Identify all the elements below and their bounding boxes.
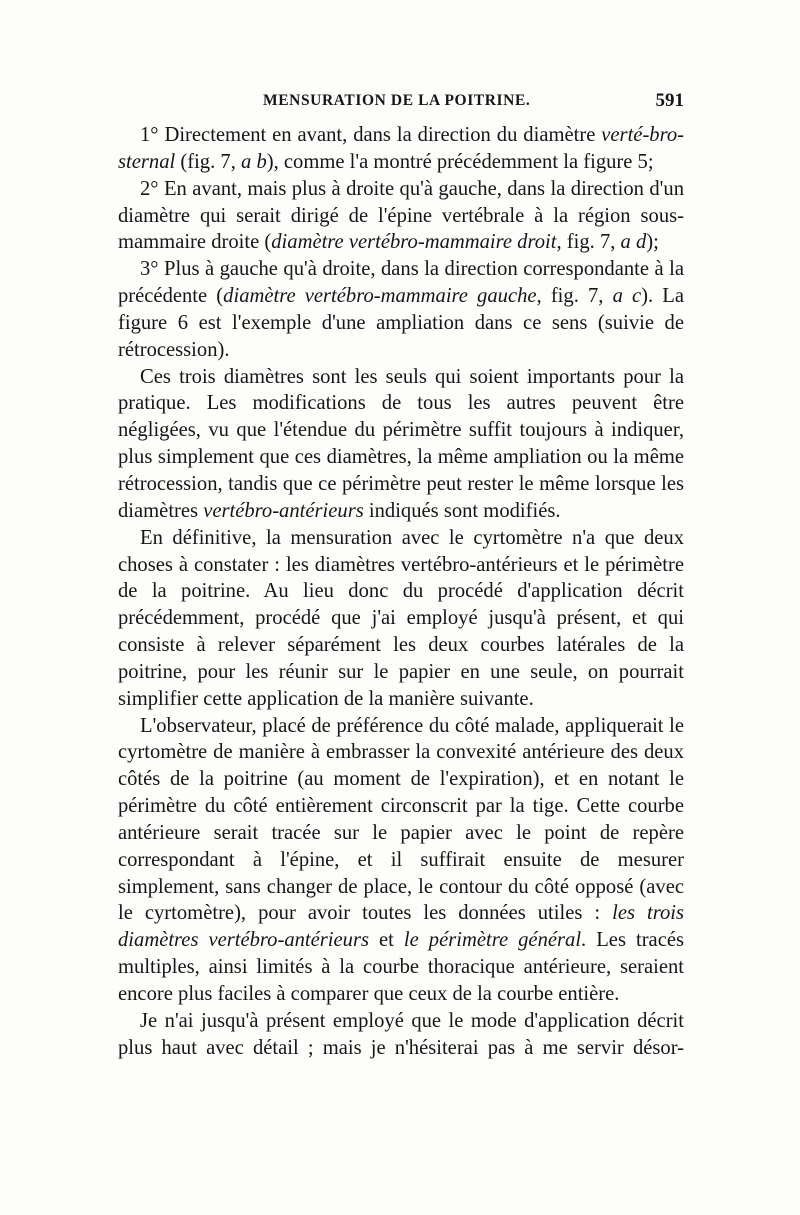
paragraph-definitive xyxy=(118,525,684,713)
text-segment: Je n'ai jusqu'à présent employé que le mode d'application décrit plus haut avec détail ; mais je n'hésiterai pas à me servir désor- xyxy=(118,1009,684,1059)
text-segment: L'observateur, placé de préférence du côté malade, appliquerait le cyrtomètre de manière à embrasser la convexité antérieure des deux côtés de la poitrine (au moment de l'expiration), et en notant le périmètre du côté entièrement circonscrit par la tige. Cette courbe antérieure serait tracée sur le papier avec le point de repère correspondant à l'épine, et il suffirait ensuite de mesurer simplement, sans changer de place, le contour du côté opposé (avec le cyrtomètre), pour avoir toutes les données utiles : xyxy=(118,714,684,925)
italic-segment: le périmètre général xyxy=(403,929,582,952)
text-segment: En définitive, la mensuration avec le cyrtomètre n'a que deux choses à constater : les diamètres vertébro-antérieurs et le périmètre de la poitrine. Au lieu donc du procédé d'application décrit précédemment, procédé que j'ai employé jusqu'à présent, et qui consiste à relever séparément les deux courbes latérales de la poitrine, pour les réunir sur le papier en une seule, on pourrait simplifier cette application de la manière suivante. xyxy=(118,526,684,710)
paragraph-left-diameter xyxy=(118,256,684,363)
italic-segment: a b xyxy=(241,150,267,173)
text-segment: ); xyxy=(646,231,659,254)
text-segment: . Les tracés multiples, ainsi limités à la courbe thoracique antérieure, seraient encore plus faciles à comparer que ceux de la courbe entière. xyxy=(118,929,684,1005)
text-segment: indiqués sont modifiés. xyxy=(363,499,561,522)
paragraph-observer xyxy=(118,713,684,1008)
italic-segment: diamètre vertébro-mammaire gauche xyxy=(223,285,537,308)
paragraph-three-diameters xyxy=(118,364,684,525)
running-title: MENSURATION DE LA POITRINE. xyxy=(263,92,531,109)
body-text xyxy=(118,122,684,1062)
text-segment: ), comme l'a montré précédemment la figure 5; xyxy=(266,150,654,173)
text-segment: Ces trois diamètres sont les seuls qui soient importants pour la pratique. Les modifications de tous les autres peuvent être négligées, vu que l'étendue du périmètre suffit toujours à indiquer, plus simplement que ces diamètres, la même ampliation ou la même rétrocession, tandis que ce périmètre peut rester le même lorsque les diamètres xyxy=(118,365,684,522)
text-segment: , fig. 7, xyxy=(536,285,613,308)
italic-segment: verté-bro-sternal xyxy=(118,124,684,173)
italic-segment: les trois diamètres vertébro-antérieurs xyxy=(118,902,684,952)
text-segment: (fig. 7, xyxy=(175,150,241,173)
italic-segment: diamètre vertébro-mammaire droit xyxy=(271,231,557,254)
text-segment: 2° En avant, mais plus à droite qu'à gauche, dans la direction d'un diamètre qui serait dirigé de l'épine vertébrale à la région sous-mammaire droite ( xyxy=(118,177,684,254)
paragraph-closing xyxy=(118,1008,684,1062)
italic-segment: a d xyxy=(620,231,647,254)
italic-segment: vertébro-antérieurs xyxy=(203,499,364,522)
text-segment: , fig. 7, xyxy=(556,231,621,254)
page-number: 591 xyxy=(655,90,684,111)
running-head xyxy=(118,92,684,114)
paragraph-right-diameter xyxy=(118,176,684,257)
text-segment: 1° Directement en avant, dans la direction du diamètre xyxy=(140,124,602,146)
text-segment: ). La figure 6 est l'exemple d'une ampliation dans ce sens (suivie de rétrocession). xyxy=(118,285,684,361)
paragraph-anterior-diameter xyxy=(118,122,684,176)
text-segment: et xyxy=(369,929,404,952)
italic-segment: a c xyxy=(612,285,642,308)
text-segment: 3° Plus à gauche qu'à droite, dans la direction correspondante à la précédente ( xyxy=(118,258,684,308)
